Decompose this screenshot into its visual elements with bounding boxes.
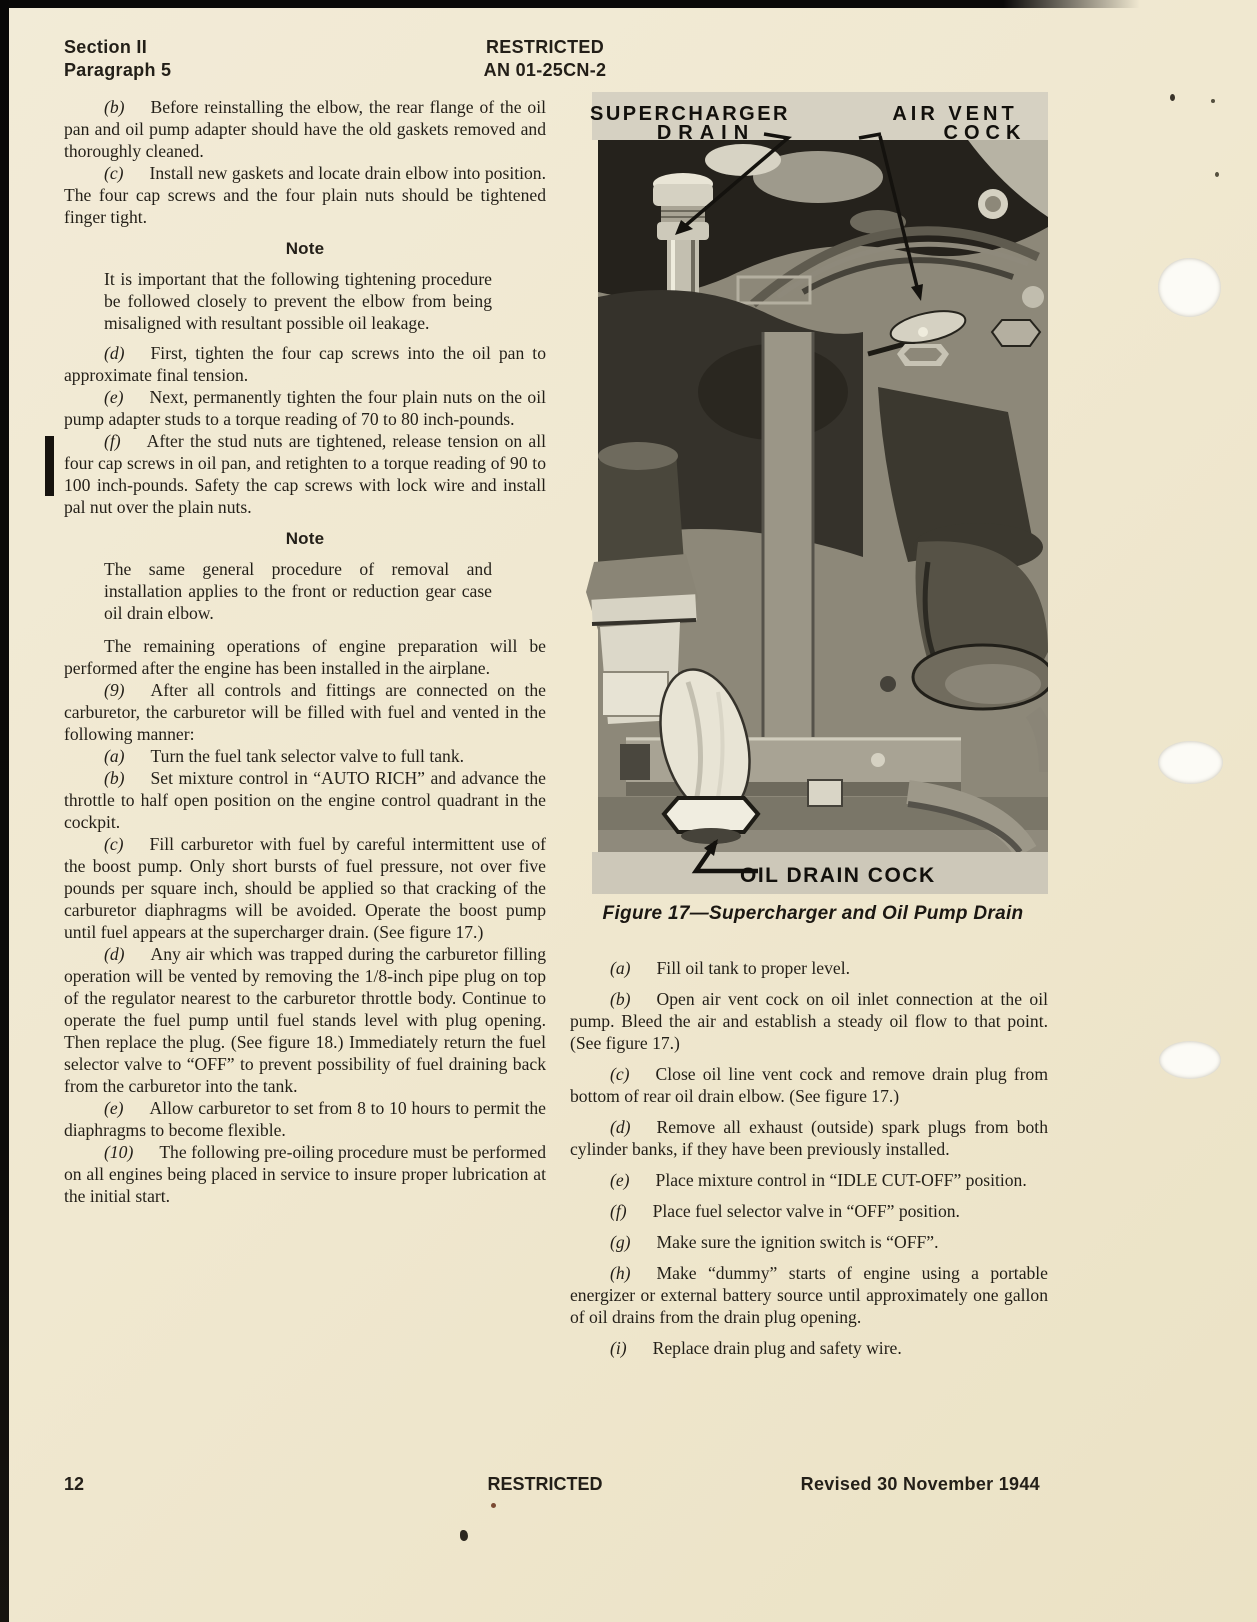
paragraph-label: (h) bbox=[610, 1263, 631, 1283]
paragraph-label: (a) bbox=[610, 958, 631, 978]
paragraph-label: (b) bbox=[104, 768, 125, 788]
air-vent-cock-label: AIR VENT bbox=[892, 103, 1018, 125]
paragraph-text: Place fuel selector valve in “OFF” position. bbox=[652, 1201, 960, 1221]
header-classification: RESTRICTED bbox=[485, 37, 604, 57]
note-body: The same general procedure of removal and installation applies to the front or reduction gear case oil drain elbow. bbox=[104, 559, 492, 623]
paragraph-text: Any air which was trapped during the carburetor filling operation will be vented by removing the 1/8-inch pipe plug on top of the regulator nearest to the carburetor throttle body. Continue to operate the fuel pump until fuel stands level with plug opening. Then replace the plug. (See figure 18.) Immediately return the fuel selector valve to “OFF” to prevent possibility of fuel draining back from the carburetor into the tank. bbox=[64, 944, 546, 1096]
body-paragraph bbox=[570, 988, 1048, 1054]
paragraph-text: After all controls and fittings are connected on the carburetor, the carburetor will be filled with fuel and vented in the following manner: bbox=[64, 680, 546, 744]
air-vent-cock-label-2: COCK bbox=[943, 122, 1027, 144]
supercharger-drain-label: SUPERCHARGER bbox=[589, 103, 791, 125]
note-heading: Note bbox=[285, 239, 325, 258]
paragraph-label: (f) bbox=[104, 431, 121, 451]
paragraph-label: (d) bbox=[610, 1117, 631, 1137]
note-heading: Note bbox=[285, 529, 325, 548]
body-paragraph bbox=[64, 745, 546, 767]
paragraph-text: Remove all exhaust (outside) spark plugs from both cylinder banks, if they have been previously installed. bbox=[570, 1117, 1048, 1159]
paragraph-label: (c) bbox=[610, 1064, 630, 1084]
punch-hole bbox=[1159, 1041, 1221, 1079]
paragraph-label: (c) bbox=[104, 163, 124, 183]
body-paragraph bbox=[64, 96, 546, 162]
paragraph-label: (a) bbox=[104, 746, 125, 766]
body-paragraph bbox=[64, 1141, 546, 1207]
paragraph-label: (b) bbox=[610, 989, 631, 1009]
paragraph-text: Install new gaskets and locate drain elbow into position. The four cap screws and the four plain nuts should be tightened finger tight. bbox=[64, 163, 546, 227]
oil-drain-cock-label: OIL DRAIN COCK bbox=[740, 864, 936, 887]
paragraph-text: Close oil line vent cock and remove drain plug from bottom of rear oil drain elbow. (See figure 17.) bbox=[570, 1064, 1048, 1106]
paragraph-label: (10) bbox=[104, 1142, 134, 1162]
ink-speck bbox=[460, 1530, 468, 1541]
body-paragraph bbox=[570, 1231, 1048, 1253]
paragraph-label: (b) bbox=[104, 97, 125, 117]
header-classification-block bbox=[420, 36, 670, 82]
body-paragraph bbox=[570, 1063, 1048, 1107]
body-paragraph bbox=[64, 679, 546, 745]
body-paragraph bbox=[570, 1200, 1048, 1222]
ink-speck bbox=[1211, 99, 1215, 103]
change-bar bbox=[45, 436, 54, 496]
body-paragraph bbox=[570, 957, 1048, 979]
body-paragraph bbox=[64, 342, 546, 386]
body-paragraph bbox=[570, 1337, 1048, 1359]
footer-classification: RESTRICTED bbox=[487, 1474, 603, 1494]
header-doc-number: AN 01-25CN-2 bbox=[483, 60, 607, 80]
paragraph-text: Make sure the ignition switch is “OFF”. bbox=[656, 1232, 939, 1252]
paragraph-text: Replace drain plug and safety wire. bbox=[652, 1338, 902, 1358]
body-paragraph: The remaining operations of engine preparation will be performed after the engine has been installed in the airplane. bbox=[64, 636, 546, 678]
paragraph-text: Fill carburetor with fuel by careful intermittent use of the boost pump. Only short bursts of fuel pressure, not over five pounds per square inch, should be applied so that cracking of the carburetor diaphragms will be avoided. Operate the boost pump until fuel appears at the supercharger drain. (See figure 17.) bbox=[64, 834, 546, 942]
left-column bbox=[64, 96, 546, 1207]
paragraph-text: Turn the fuel tank selector valve to full tank. bbox=[150, 746, 465, 766]
figure-17 bbox=[578, 92, 1048, 925]
paragraph-label: (e) bbox=[104, 387, 124, 407]
paragraph-label: (e) bbox=[610, 1170, 630, 1190]
paragraph-text: Before reinstalling the elbow, the rear flange of the oil pan and oil pump adapter should have the old gaskets removed and thoroughly cleaned. bbox=[64, 97, 546, 161]
paragraph-label: (g) bbox=[610, 1232, 631, 1252]
note-body: It is important that the following tightening procedure be followed closely to prevent the elbow from being misaligned with resultant possible oil leakage. bbox=[104, 269, 492, 333]
body-paragraph bbox=[570, 1262, 1048, 1328]
paragraph-label: (c) bbox=[104, 834, 124, 854]
paragraph-text: Allow carburetor to set from 8 to 10 hours to permit the diaphragms to become flexible. bbox=[64, 1098, 546, 1140]
header-paragraph: Paragraph 5 bbox=[64, 60, 172, 80]
paragraph-text: Place mixture control in “IDLE CUT-OFF” position. bbox=[655, 1170, 1027, 1190]
page-edge-left bbox=[0, 0, 9, 1622]
body-paragraph bbox=[64, 833, 546, 943]
body-paragraph bbox=[64, 1097, 546, 1141]
punch-hole bbox=[1158, 258, 1221, 317]
paragraph-label: (e) bbox=[104, 1098, 124, 1118]
figure-caption: Figure 17—Supercharger and Oil Pump Drain bbox=[602, 903, 1024, 924]
paragraph-text: After the stud nuts are tightened, release tension on all four cap screws in oil pan, and retighten to a torque reading of 90 to 100 inch-pounds. Safety the cap screws with lock wire and install pal nut over the plain nuts. bbox=[64, 431, 546, 517]
paragraph-text: Next, permanently tighten the four plain nuts on the oil pump adapter studs to a torque reading of 70 to 80 inch-pounds. bbox=[64, 387, 546, 429]
punch-hole bbox=[1158, 741, 1223, 784]
paragraph-text: Open air vent cock on oil inlet connection at the oil pump. Bleed the air and establish a steady oil flow to that point. (See figure 17.) bbox=[570, 989, 1048, 1053]
paragraph-label: (9) bbox=[104, 680, 125, 700]
paragraph-text: The following pre-oiling procedure must be performed on all engines being placed in service to insure proper lubrication at the initial start. bbox=[64, 1142, 546, 1206]
revision-date: Revised 30 November 1944 bbox=[800, 1474, 1040, 1494]
paragraph-label: (i) bbox=[610, 1338, 627, 1358]
page-edge-top bbox=[0, 0, 1140, 8]
paragraph-text: Set mixture control in “AUTO RICH” and advance the throttle to half open position on the engine control quadrant in the cockpit. bbox=[64, 768, 546, 832]
header-section: Section II bbox=[64, 37, 148, 57]
paragraph-label: (d) bbox=[104, 944, 125, 964]
body-paragraph bbox=[570, 1116, 1048, 1160]
paragraph-label: (d) bbox=[104, 343, 125, 363]
body-paragraph bbox=[64, 386, 546, 430]
body-paragraph bbox=[570, 1169, 1048, 1191]
paragraph-text: Fill oil tank to proper level. bbox=[656, 958, 851, 978]
ink-speck bbox=[1215, 172, 1219, 177]
body-paragraph bbox=[64, 943, 546, 1097]
supercharger-drain-label-2: DRAIN bbox=[656, 122, 756, 144]
ink-speck bbox=[1170, 94, 1175, 101]
right-column bbox=[570, 948, 1048, 1359]
paragraph-label: (f) bbox=[610, 1201, 627, 1221]
body-paragraph bbox=[64, 430, 546, 518]
page-number: 12 bbox=[64, 1474, 85, 1494]
body-paragraph bbox=[64, 162, 546, 228]
paragraph-text: First, tighten the four cap screws into the oil pan to approximate final tension. bbox=[64, 343, 546, 385]
header-section-block bbox=[64, 36, 171, 82]
paragraph-text: Make “dummy” starts of engine using a portable energizer or external battery source until approximately one gallon of oil drains from the drain plug opening. bbox=[570, 1263, 1048, 1327]
ink-speck bbox=[491, 1503, 496, 1508]
body-paragraph bbox=[64, 767, 546, 833]
oil-pump-canister bbox=[913, 523, 1048, 709]
figure-photo bbox=[578, 92, 1048, 894]
